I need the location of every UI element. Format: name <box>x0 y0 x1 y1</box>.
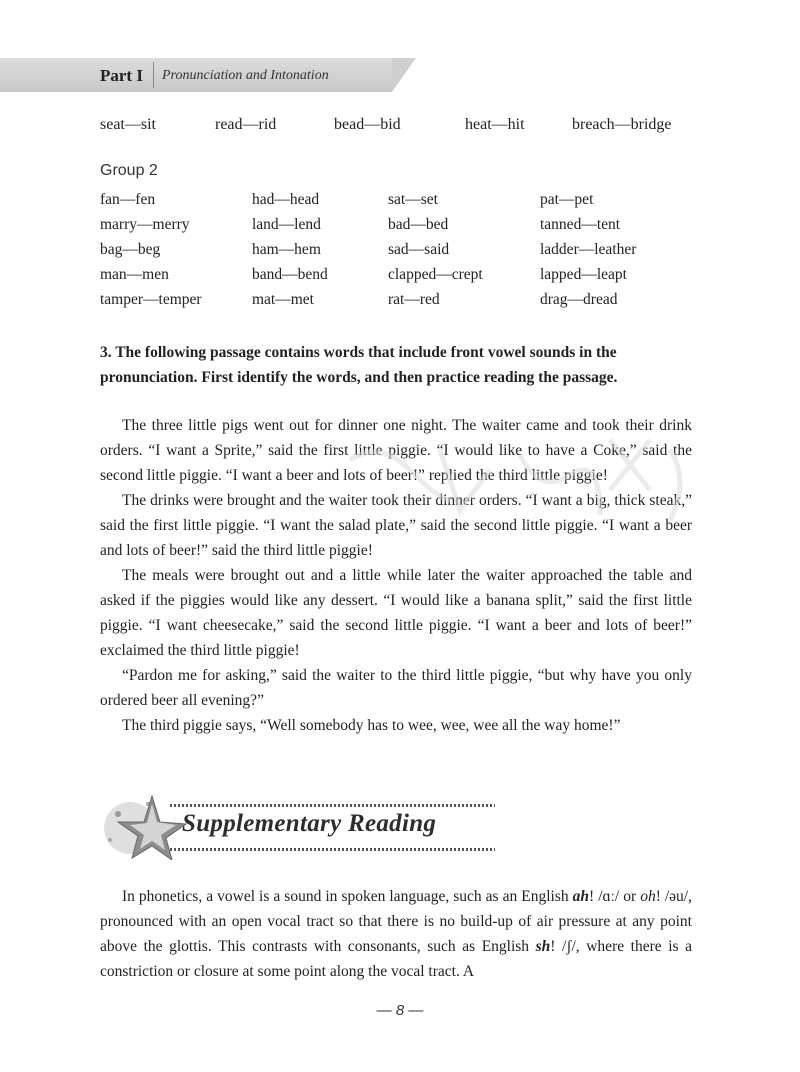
banner-rule-top <box>170 804 495 807</box>
word-pair: sad—said <box>388 241 450 258</box>
supplementary-reading-banner <box>100 790 500 860</box>
word-pair: marry—merry <box>100 216 190 233</box>
text-segment: ! /ʃ/, where there is a constriction or closure at some point along the vocal tract. A <box>100 938 693 980</box>
passage-paragraph: “Pardon me for asking,” said the waiter to the third little piggie, “but why have you only ordered beer all evening?” <box>100 667 692 709</box>
word-pair: bad—bed <box>388 216 449 233</box>
word-pair: lapped—leapt <box>540 266 627 283</box>
grid-row <box>100 191 700 216</box>
example-word: sh <box>535 938 551 955</box>
header-divider <box>153 62 154 88</box>
word-pair: band—bend <box>252 266 328 283</box>
word-pair: land—lend <box>252 216 321 233</box>
part-label: Part I <box>100 66 143 85</box>
reading-passage <box>100 413 692 738</box>
supplementary-text <box>100 884 692 984</box>
word-pair: seat—sit <box>100 116 156 133</box>
word-pair: mat—met <box>252 291 314 308</box>
passage-paragraph: The three little pigs went out for dinner one night. The waiter came and took their drink orders. “I want a Sprite,” said the first little piggie. “I would like to have a Coke,” said the second little piggie. “I want a beer and lots of beer!” replied the third little piggie! <box>100 417 692 484</box>
word-pair: bag—beg <box>100 241 161 258</box>
word-pair: sat—set <box>388 191 438 208</box>
example-word: oh <box>640 888 656 905</box>
passage-paragraph: The third piggie says, “Well somebody has to wee, wee, wee all the way home!” <box>122 717 621 734</box>
passage-paragraph: The meals were brought out and a little while later the waiter approached the table and asked if the piggies would like any dessert. “I would like a banana split,” said the first little piggie. “I want cheesecake,” said the second little piggie. “I want a beer and lots of beer!” exclaimed the third little piggie! <box>100 567 692 659</box>
group2-grid <box>100 191 700 316</box>
text-segment: ! /ɑː/ or <box>589 888 641 905</box>
part-title: Pronunciation and Intonation <box>162 68 329 83</box>
word-pair: tamper—temper <box>100 291 202 308</box>
word-pair: fan—fen <box>100 191 156 208</box>
text-segment: In phonetics, a vowel is a sound in spoken language, such as an English <box>122 888 573 905</box>
word-pair: man—men <box>100 266 169 283</box>
word-pair: ham—hem <box>252 241 321 258</box>
grid-row <box>100 266 700 291</box>
grid-row <box>100 241 700 266</box>
passage-paragraph: The drinks were brought and the waiter took their dinner orders. “I want a big, thick steak,” said the first little piggie. “I want the salad plate,” said the second little piggie. “I want a beer and lots of beer!” said the third little piggie! <box>100 492 692 559</box>
word-pair: heat—hit <box>465 116 525 133</box>
word-pair: breach—bridge <box>572 116 672 133</box>
word-pair: pat—pet <box>540 191 594 208</box>
text-segment: ! /əu/, pronounced with an open vocal tract so that there is no build-up of air pressure at any point above the glottis. This contrasts with consonants, such as English <box>100 888 692 955</box>
section-title: Supplementary Reading <box>182 810 437 837</box>
word-pair: ladder—leather <box>540 241 637 258</box>
page-number: — 8 — <box>376 1002 424 1019</box>
word-pair: tanned—tent <box>540 216 621 233</box>
word-pair: bead—bid <box>334 116 401 133</box>
word-pair: drag—dread <box>540 291 618 308</box>
word-pair: read—rid <box>215 116 277 133</box>
supplementary-paragraph <box>100 884 692 984</box>
group1-pairs <box>100 116 720 140</box>
group-2-heading: Group 2 <box>100 162 158 179</box>
grid-row <box>100 291 700 316</box>
banner-rule-bottom <box>170 848 495 851</box>
grid-row <box>100 216 700 241</box>
exercise-3-instruction: 3. The following passage contains words that include front vowel sounds in the pronunciation. First identify the words, and then practice reading the passage. <box>100 344 618 386</box>
example-word: ah <box>572 888 590 905</box>
word-pair: had—head <box>252 191 320 208</box>
word-pair: clapped—crept <box>388 266 483 283</box>
word-pair: rat—red <box>388 291 440 308</box>
